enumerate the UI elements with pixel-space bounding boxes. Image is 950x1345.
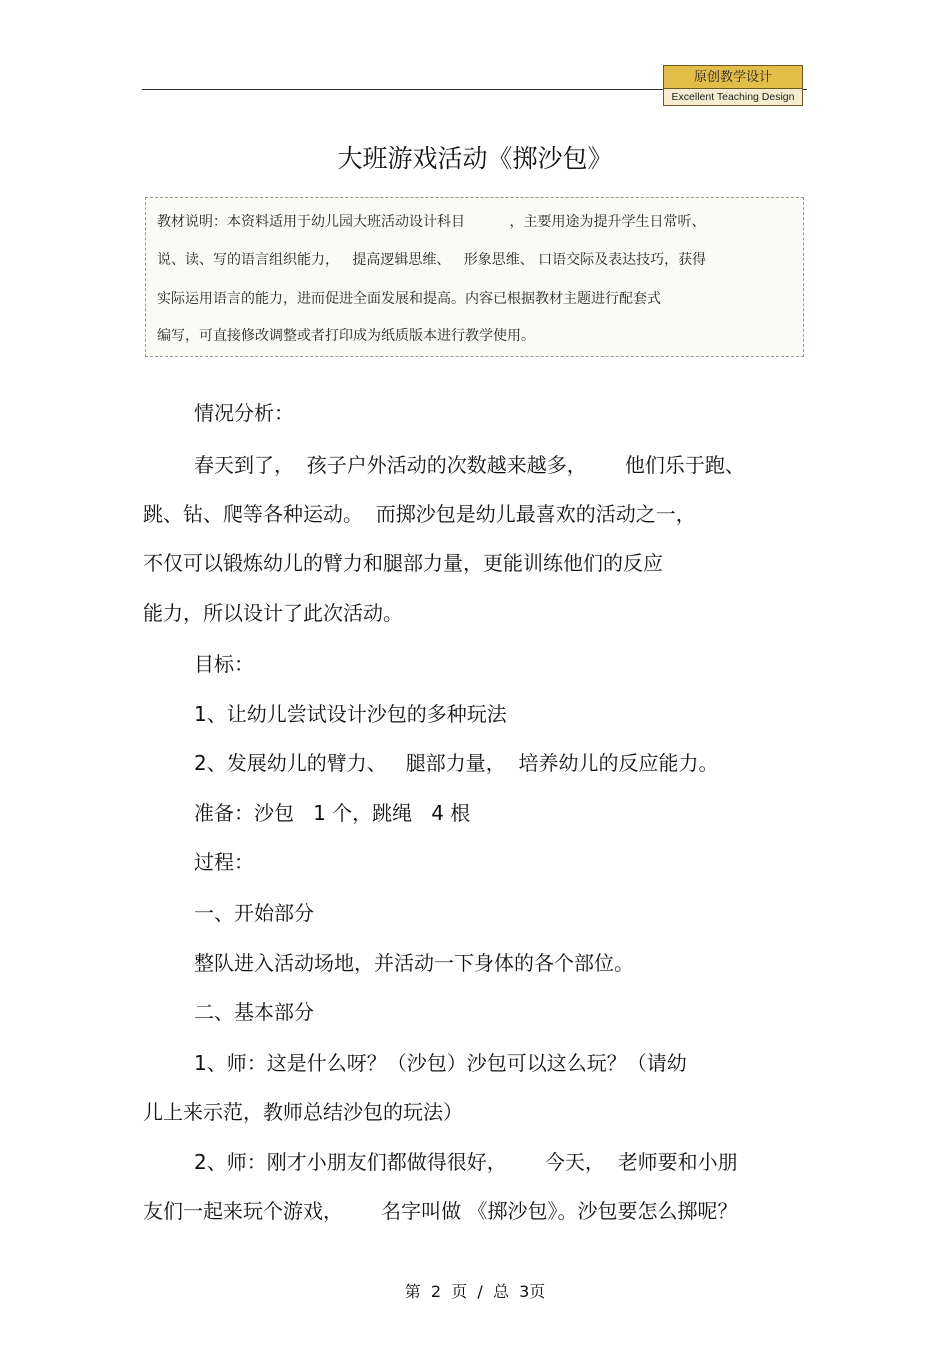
description-line: 实际运用语言的能力，进而促进全面发展和提高。内容已根据教材主题进行配套式 (157, 291, 661, 307)
paragraph-line: 不仅可以锻炼幼儿的臂力和腿部力量，更能训练他们的反应 (143, 551, 663, 575)
paragraph-line: 整队进入活动场地，并活动一下身体的各个部位。 (194, 951, 634, 975)
paragraph-line: 2、师：刚才小朋友们都做得很好， 今天， 老师要和小朋 (194, 1150, 738, 1174)
section-heading: 情况分析： (194, 401, 294, 425)
badge-title: 原创教学设计 (663, 65, 803, 89)
preparation-line: 准备：沙包 1 个，跳绳 4 根 (194, 801, 471, 825)
description-line: 说、读、写的语言组织能力， 提高逻辑思维、 形象思维、 口语交际及表达技巧，获得 (157, 252, 707, 268)
subsection-heading: 二、基本部分 (194, 1000, 314, 1024)
section-heading: 目标： (194, 652, 254, 676)
description-line: 编写，可直接修改调整或者打印成为纸质版本进行教学使用。 (157, 328, 535, 344)
description-line: 教材说明：本资料适用于幼儿园大班活动设计科目 ，主要用途为提升学生日常听、 (157, 214, 706, 230)
paragraph-line: 友们一起来玩个游戏， 名字叫做 《掷沙包》。沙包要怎么掷呢？ (143, 1199, 738, 1223)
paragraph-line: 儿上来示范，教师总结沙包的玩法） (143, 1100, 463, 1124)
paragraph-line: 1、师：这是什么呀？（沙包）沙包可以这么玩？（请幼 (194, 1051, 687, 1075)
goal-item: 2、发展幼儿的臂力、 腿部力量， 培养幼儿的反应能力。 (194, 751, 719, 775)
paragraph-line: 春天到了， 孩子户外活动的次数越来越多， 他们乐于跑、 (194, 453, 745, 477)
paragraph-line: 能力，所以设计了此次活动。 (143, 601, 403, 625)
teaching-design-badge (663, 65, 803, 106)
paragraph-line: 跳、钻、爬等各种运动。 而掷沙包是幼儿最喜欢的活动之一， (143, 502, 696, 526)
goal-item: 1、让幼儿尝试设计沙包的多种玩法 (194, 702, 507, 726)
subsection-heading: 一、开始部分 (194, 901, 314, 925)
document-title: 大班游戏活动《掷沙包》 (337, 144, 613, 173)
page-footer: 第 2 页 / 总 3页 (404, 1282, 546, 1301)
material-description-box (145, 197, 804, 357)
section-heading: 过程： (194, 850, 254, 874)
badge-subtitle: Excellent Teaching Design (663, 89, 803, 106)
